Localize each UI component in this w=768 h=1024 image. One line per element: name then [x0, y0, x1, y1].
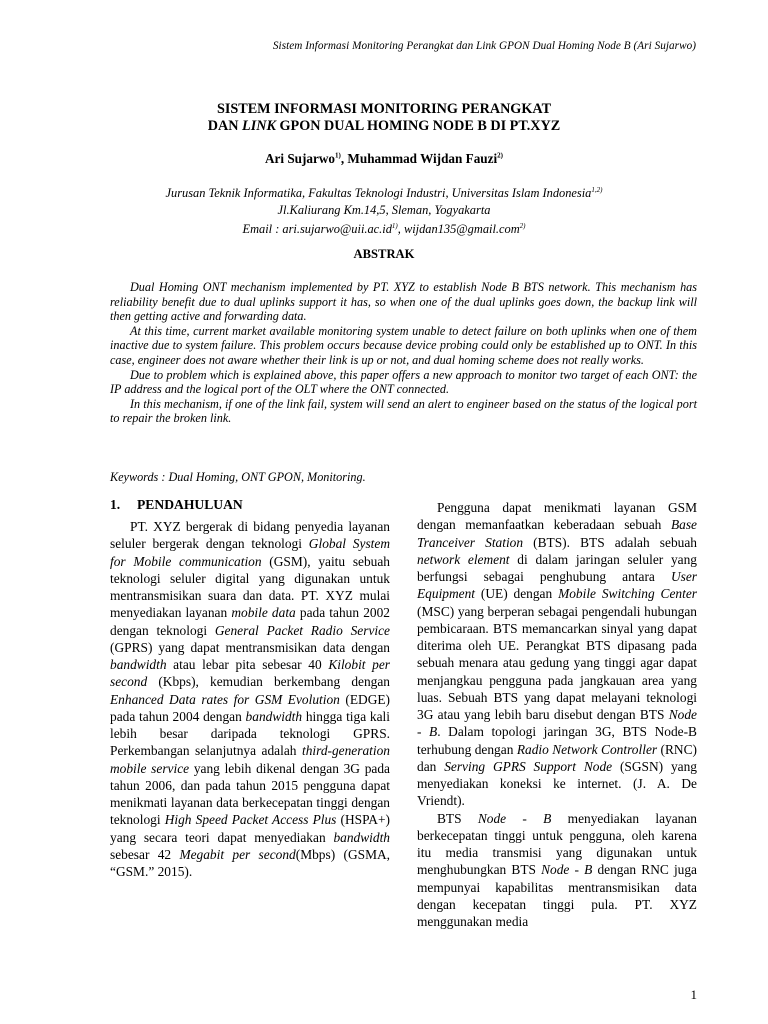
authors: Ari Sujarwo$^{1)}$, Muhammad Wijdan Fauzi$^{2)}$ [265, 151, 503, 166]
body-paragraph: Pengguna dapat menikmati layanan GSM dengan memanfaatkan keberadaan sebuah Base Tranceiver Station (BTS). BTS adalah sebuah network element di dalam jaringan seluler yang berfungsi sebagai penghubung antara User Equipment (UE) dengan Mobile Switching Center (MSC) yang berperan sebagai pengendali hubungan pembicaraan. BTS memancarkan sinyal yang dapat diterima oleh UE. Perangkat BTS dipasang pada sebuah menara atau gedung yang tinggi agar dapat menjangkau pengguna pada jangkauan area yang luas. Sebuah BTS yang dapat melayani teknologi 3G atau yang lebih baru disebut dengan BTS Node - B. Dalam topologi jaringan 3G, BTS Node-B terhubung dengan Radio Network Controller (RNC) dan Serving GPRS Support Node (SGSN) yang menyediakan koneksi ke internet. (J. A. De Vriendt). [417, 500, 698, 809]
keywords: Keywords : Dual Homing, ONT GPON, Monitoring. [110, 470, 366, 484]
paper-title [90, 101, 678, 135]
affiliation-address: Jl.Kaliurang Km.14,5, Sleman, Yogyakarta [277, 202, 491, 217]
abstract-paragraph: At this time, current market available monitoring system unable to detect failure on both uplinks when one of them inactive due to system failure. This problem occurs because device probing could only be established up to ONT. In this case, engineer does not aware whether their link is up or not, and dual homing scheme does not really works. [110, 323, 697, 367]
abstract-paragraph: Dual Homing ONT mechanism implemented by PT. XYZ to establish Node B BTS network. This mechanism has reliability benefit due to dual uplinks support it has, so when one of the dual uplinks goes down, the backup link will then getting active and forwarding data. [110, 280, 697, 324]
right-column [417, 499, 697, 930]
abstract-paragraph: In this mechanism, if one of the link fail, system will send an alert to engineer based on the status of the logical port to repair the broken link. [110, 396, 697, 426]
affiliation-institution: Jurusan Teknik Informatika, Fakultas Teknologi Industri, Universitas Islam Indonesia$^{1,2)}$ [165, 186, 603, 201]
title-line-2: DAN LINK GPON DUAL HOMING NODE B DI PT.XYZ [207, 118, 561, 134]
page-number: 1 [690, 987, 697, 1002]
abstract-body [110, 280, 697, 426]
affiliation-email: Email : $ari.sujarwo@uii.ac.id^{1)}$, wijdan135@gmail.com$^{2)}$ [242, 222, 526, 237]
body-paragraph: BTS Node - B menyediakan layanan berkecepatan tinggi untuk pengguna, oleh karena itu media transmisi yang digunakan untuk menghubungkan BTS Node - B dengan RNC juga mempunyai kapabilitas mentransmisikan data dengan kecepatan tinggi pula. PT. XYZ menggunakan media [417, 810, 697, 929]
section-title: PENDAHULUAN [137, 497, 243, 512]
section-heading [110, 497, 410, 513]
author-2: Muhammad Wijdan Fauzi [347, 151, 498, 166]
title-line-1: SISTEM INFORMASI MONITORING PERANGKAT [216, 101, 552, 117]
running-header: Sistem Informasi Monitoring Perangkat dan Link GPON Dual Homing Node B (Ari Sujarwo) [272, 40, 696, 52]
abstract-heading: ABSTRAK [353, 247, 415, 261]
affiliation [90, 182, 678, 238]
abstract-paragraph: Due to problem which is explained above, this paper offers a new approach to monitor two target of each ONT: the IP address and the logical port of the OLT where the ONT connected. [110, 367, 697, 397]
left-column [110, 518, 390, 880]
body-paragraph: PT. XYZ bergerak di bidang penyedia layanan seluler bergerak dengan teknologi Global System for Mobile communication (GSM), yaitu sebuah teknologi seluler digital yang digunakan untuk mentransmisikan suara dan data. PT. XYZ mulai menyediakan layanan mobile data pada tahun 2002 dengan teknologi General Packet Radio Service (GPRS) yang dapat mentransmisikan data dengan bandwidth atau lebar pita sebesar 40 Kilobit per second (Kbps), kemudian berkembang dengan Enhanced Data rates for GSM Evolution (EDGE) pada tahun 2004 dengan bandwidth hingga tiga kali lebih besar daripada teknologi GPRS. Perkembangan selanjutnya adalah third-generation mobile service yang lebih dikenal dengan 3G pada tahun 2006, dan pada tahun 2015 pengguna dapat menikmati layanan data berkecepatan tinggi dengan teknologi High Speed Packet Access Plus (HSPA+) yang secara teori dapat menyediakan bandwidth sebesar 42 Megabit per second(Mbps) (GSMA, “GSM.” 2015). [110, 519, 391, 879]
section-number: 1. [110, 497, 121, 512]
author-1: Ari Sujarwo [265, 151, 335, 166]
